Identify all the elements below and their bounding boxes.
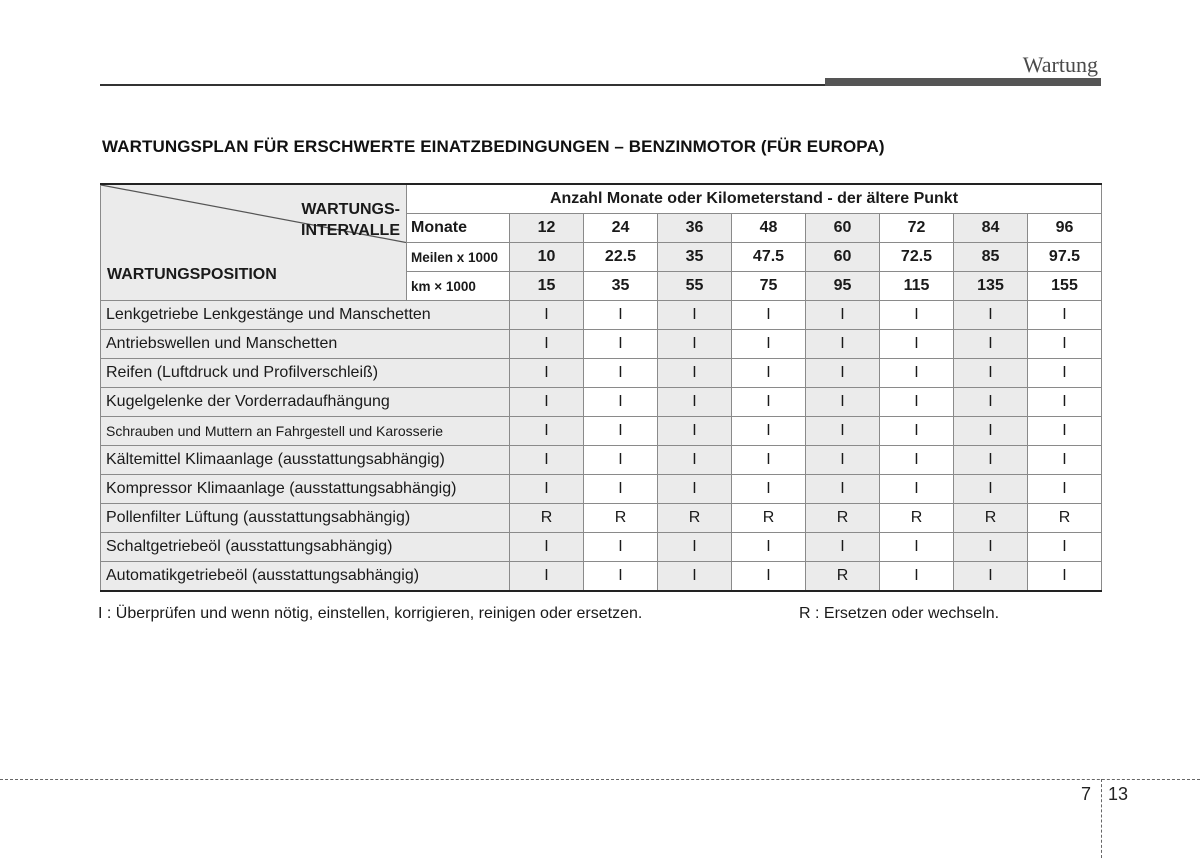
- table-row: [101, 475, 1102, 504]
- maintenance-action: I: [1028, 446, 1102, 475]
- maintenance-action: I: [1028, 562, 1102, 592]
- interval-value: 72: [880, 214, 954, 243]
- maintenance-action: I: [954, 417, 1028, 446]
- maintenance-action: I: [510, 562, 584, 592]
- maintenance-action: I: [584, 301, 658, 330]
- maintenance-item: Antriebswellen und Manschetten: [101, 330, 510, 359]
- maintenance-action: I: [806, 533, 880, 562]
- maintenance-action: I: [510, 446, 584, 475]
- interval-unit: Monate: [407, 214, 510, 243]
- interval-value: 15: [510, 272, 584, 301]
- maintenance-action: R: [954, 504, 1028, 533]
- maintenance-action: I: [658, 301, 732, 330]
- maintenance-action: I: [658, 562, 732, 592]
- maintenance-action: I: [806, 359, 880, 388]
- table-row: [101, 417, 1102, 446]
- interval-unit: Meilen x 1000: [407, 243, 510, 272]
- interval-value: 47.5: [732, 243, 806, 272]
- maintenance-action: I: [658, 446, 732, 475]
- table-row: [101, 446, 1102, 475]
- maintenance-action: I: [880, 446, 954, 475]
- maintenance-action: I: [880, 359, 954, 388]
- maintenance-item: Schaltgetriebeöl (ausstattungsabhängig): [101, 533, 510, 562]
- table-row: [101, 330, 1102, 359]
- maintenance-action: I: [880, 417, 954, 446]
- maintenance-action: I: [732, 359, 806, 388]
- interval-value: 35: [658, 243, 732, 272]
- corner-header-cell: [101, 184, 407, 301]
- maintenance-action: I: [954, 533, 1028, 562]
- maintenance-item: Kugelgelenke der Vorderradaufhängung: [101, 388, 510, 417]
- maintenance-action: I: [732, 475, 806, 504]
- intervals-label: [301, 199, 400, 241]
- interval-value: 155: [1028, 272, 1102, 301]
- maintenance-action: I: [510, 330, 584, 359]
- maintenance-action: R: [732, 504, 806, 533]
- interval-unit: km × 1000: [407, 272, 510, 301]
- footer-dashed-rule: [0, 779, 1200, 780]
- maintenance-action: I: [584, 533, 658, 562]
- interval-value: 96: [1028, 214, 1102, 243]
- maintenance-action: I: [806, 301, 880, 330]
- maintenance-action: I: [510, 301, 584, 330]
- table-row: [101, 562, 1102, 592]
- maintenance-action: I: [510, 417, 584, 446]
- intervals-label-line2: INTERVALLE: [301, 222, 400, 239]
- interval-value: 84: [954, 214, 1028, 243]
- maintenance-schedule-table: [100, 183, 1102, 592]
- intervals-label-line1: WARTUNGS-: [301, 201, 400, 218]
- maintenance-action: I: [1028, 388, 1102, 417]
- maintenance-action: I: [732, 562, 806, 592]
- maintenance-action: I: [658, 533, 732, 562]
- maintenance-action: I: [510, 475, 584, 504]
- maintenance-action: I: [806, 417, 880, 446]
- maintenance-item: Reifen (Luftdruck und Profilverschleiß): [101, 359, 510, 388]
- table-row: [101, 533, 1102, 562]
- maintenance-item: Automatikgetriebeöl (ausstattungsabhängig): [101, 562, 510, 592]
- interval-value: 36: [658, 214, 732, 243]
- maintenance-item: Lenkgetriebe Lenkgestänge und Manschetten: [101, 301, 510, 330]
- maintenance-action: I: [1028, 330, 1102, 359]
- maintenance-action: I: [658, 330, 732, 359]
- maintenance-action: I: [1028, 359, 1102, 388]
- maintenance-action: I: [954, 446, 1028, 475]
- maintenance-action: I: [880, 533, 954, 562]
- maintenance-action: R: [584, 504, 658, 533]
- interval-value: 12: [510, 214, 584, 243]
- maintenance-action: R: [880, 504, 954, 533]
- page-number: 13: [1108, 784, 1129, 804]
- maintenance-action: I: [954, 330, 1028, 359]
- maintenance-item: Schrauben und Muttern an Fahrgestell und Karosserie: [101, 417, 510, 446]
- interval-value: 24: [584, 214, 658, 243]
- maintenance-action: I: [584, 388, 658, 417]
- span-header: Anzahl Monate oder Kilometerstand - der ältere Punkt: [407, 184, 1102, 214]
- interval-value: 85: [954, 243, 1028, 272]
- maintenance-action: I: [880, 388, 954, 417]
- maintenance-action: I: [732, 301, 806, 330]
- maintenance-action: I: [1028, 475, 1102, 504]
- maintenance-action: R: [806, 562, 880, 592]
- footer-dashed-divider: [1101, 779, 1102, 858]
- page-chapter: 7: [1081, 784, 1092, 804]
- maintenance-action: R: [806, 504, 880, 533]
- maintenance-action: I: [584, 446, 658, 475]
- maintenance-action: I: [658, 359, 732, 388]
- table-row: [101, 301, 1102, 330]
- maintenance-action: I: [732, 330, 806, 359]
- table-header-row: [101, 184, 1102, 214]
- table-row: [101, 359, 1102, 388]
- maintenance-action: I: [584, 475, 658, 504]
- maintenance-action: I: [510, 533, 584, 562]
- interval-value: 35: [584, 272, 658, 301]
- maintenance-action: I: [806, 330, 880, 359]
- maintenance-action: I: [584, 330, 658, 359]
- maintenance-item: Kompressor Klimaanlage (ausstattungsabhängig): [101, 475, 510, 504]
- table-row: [101, 504, 1102, 533]
- maintenance-action: I: [732, 388, 806, 417]
- header-rule: [100, 84, 825, 86]
- maintenance-action: R: [1028, 504, 1102, 533]
- maintenance-action: I: [510, 388, 584, 417]
- maintenance-action: I: [658, 388, 732, 417]
- interval-value: 115: [880, 272, 954, 301]
- maintenance-action: I: [658, 417, 732, 446]
- legend-inspect: I : Überprüfen und wenn nötig, einstellen, korrigieren, reinigen oder ersetzen.: [98, 605, 643, 622]
- maintenance-action: I: [584, 359, 658, 388]
- maintenance-action: I: [806, 475, 880, 504]
- maintenance-action: I: [954, 359, 1028, 388]
- interval-value: 95: [806, 272, 880, 301]
- maintenance-action: I: [880, 562, 954, 592]
- maintenance-action: R: [658, 504, 732, 533]
- interval-value: 10: [510, 243, 584, 272]
- maintenance-action: I: [510, 359, 584, 388]
- maintenance-action: I: [954, 301, 1028, 330]
- maintenance-action: I: [954, 475, 1028, 504]
- maintenance-action: I: [880, 330, 954, 359]
- interval-value: 72.5: [880, 243, 954, 272]
- maintenance-action: I: [880, 475, 954, 504]
- maintenance-action: I: [732, 446, 806, 475]
- maintenance-action: I: [880, 301, 954, 330]
- maintenance-action: I: [584, 562, 658, 592]
- interval-value: 135: [954, 272, 1028, 301]
- interval-value: 97.5: [1028, 243, 1102, 272]
- maintenance-action: I: [1028, 417, 1102, 446]
- maintenance-action: R: [510, 504, 584, 533]
- page-heading: WARTUNGSPLAN FÜR ERSCHWERTE EINATZBEDINGUNGEN – BENZINMOTOR (FÜR EUROPA): [102, 137, 885, 156]
- section-title: Wartung: [1022, 52, 1098, 77]
- maintenance-action: I: [806, 388, 880, 417]
- interval-value: 60: [806, 243, 880, 272]
- maintenance-action: I: [1028, 533, 1102, 562]
- maintenance-action: I: [954, 562, 1028, 592]
- legend-replace: R : Ersetzen oder wechseln.: [799, 605, 1000, 622]
- interval-value: 55: [658, 272, 732, 301]
- maintenance-item: Kältemittel Klimaanlage (ausstattungsabhängig): [101, 446, 510, 475]
- maintenance-action: I: [806, 446, 880, 475]
- maintenance-action: I: [658, 475, 732, 504]
- interval-value: 22.5: [584, 243, 658, 272]
- maintenance-action: I: [1028, 301, 1102, 330]
- maintenance-action: I: [584, 417, 658, 446]
- maintenance-item: Pollenfilter Lüftung (ausstattungsabhängig): [101, 504, 510, 533]
- maintenance-action: I: [732, 533, 806, 562]
- interval-value: 75: [732, 272, 806, 301]
- interval-value: 48: [732, 214, 806, 243]
- maintenance-action: I: [732, 417, 806, 446]
- position-label: WARTUNGSPOSITION: [107, 266, 277, 283]
- header-rule-accent: [825, 78, 1101, 86]
- table-row: [101, 388, 1102, 417]
- interval-value: 60: [806, 214, 880, 243]
- maintenance-action: I: [954, 388, 1028, 417]
